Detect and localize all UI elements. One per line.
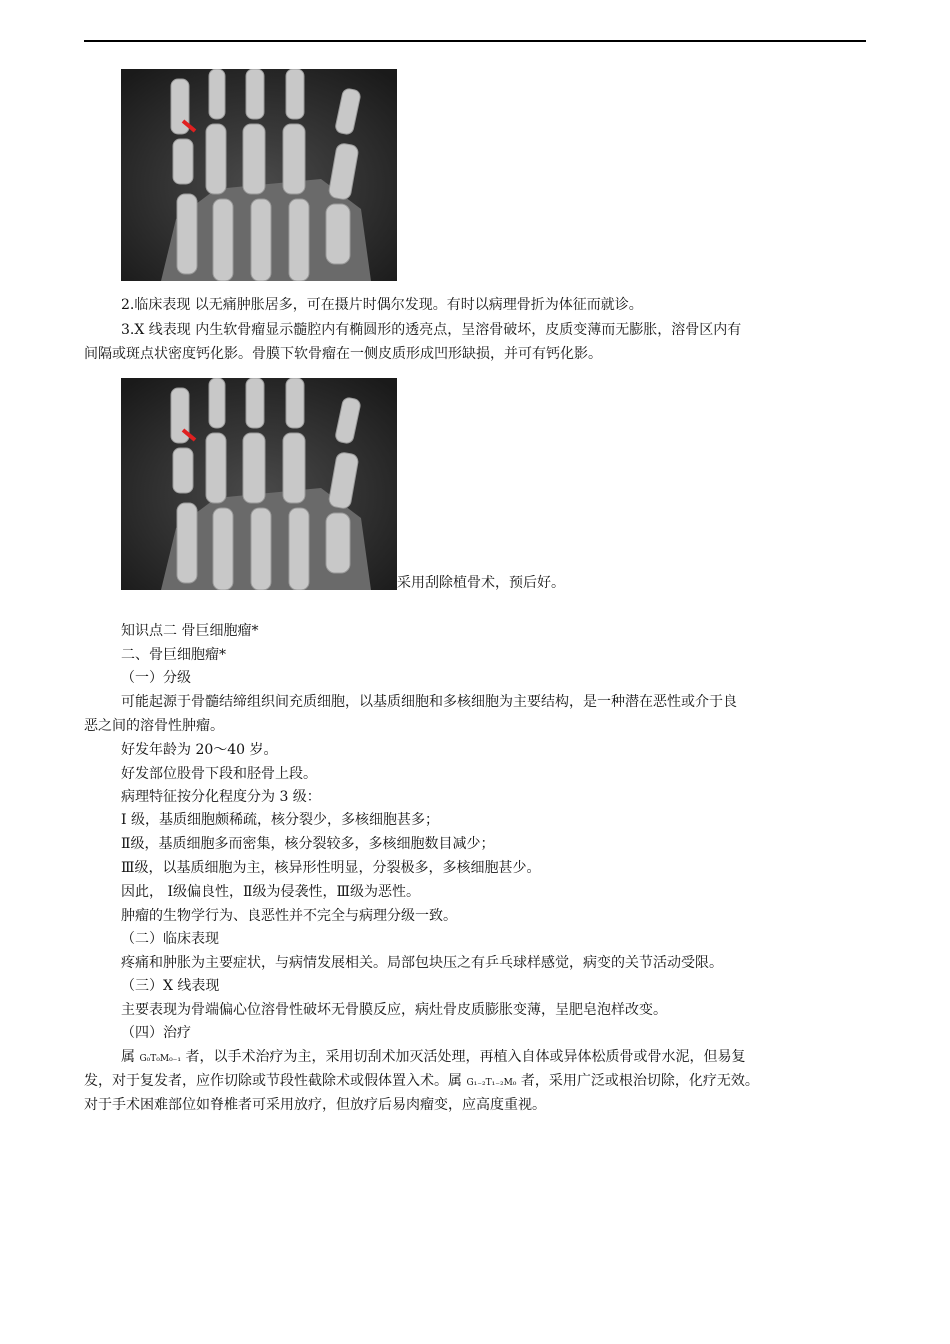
subheading-xray: （三）X 线表现: [121, 978, 220, 994]
hand-xray-image: [121, 69, 397, 281]
header-rule: [84, 40, 866, 42]
stage-code: G₀T₀M₀₋₁: [139, 1054, 182, 1064]
grade-2: Ⅱ级，基质细胞多而密集，核分裂较多，多核细胞数目减少；: [121, 836, 495, 852]
hand-xray-image: [121, 378, 397, 590]
grading-intro: 病理特征按分化程度分为 3 级：: [121, 789, 321, 805]
enchondroma-clinical: 2.临床表现 以无痛肿胀居多，可在摄片时偶尔发现。有时以病理骨折为体征而就诊。: [121, 297, 643, 313]
treatment-line2: 发，对于复发者，应作切除或节段性截除术或假体置入术。属 G₁₋₂T₁₋₂M₀ 者，采用广泛或根治切除，化疗无效。: [84, 1073, 759, 1089]
subheading-grading: （一）分级: [121, 670, 191, 686]
treatment-line3: 对于手术困难部位如脊椎者可采用放疗，但放疗后易肉瘤变，应高度重视。: [84, 1097, 546, 1113]
origin-line1: 可能起源于骨髓结缔组织间充质细胞，以基质细胞和多核细胞为主要结构，是一种潜在恶性或介于良: [121, 694, 737, 710]
hand-xray-graphic: [121, 69, 397, 281]
biological-behavior: 肿瘤的生物学行为、良恶性并不完全与病理分级一致。: [121, 908, 457, 924]
hand-xray-graphic: [121, 378, 397, 590]
common-site: 好发部位股骨下段和胫骨上段。: [121, 766, 317, 782]
knowledge-point-title: 知识点二 骨巨细胞瘤*: [121, 623, 259, 639]
enchondroma-xray-line1: 3.X 线表现 内生软骨瘤显示髓腔内有椭圆形的透亮点，呈溶骨破坏，皮质变薄而无膨胀，溶骨区内有: [121, 322, 742, 338]
enchondroma-xray-line2: 间隔或斑点状密度钙化影。骨膜下软骨瘤在一侧皮质形成凹形缺损，并可有钙化影。: [84, 346, 602, 362]
treatment-caption: 采用刮除植骨术，预后好。: [397, 575, 565, 591]
section-heading: 二、骨巨细胞瘤*: [121, 647, 226, 663]
grading-conclusion: 因此， Ⅰ级偏良性，Ⅱ级为侵袭性，Ⅲ级为恶性。: [121, 884, 420, 900]
origin-line2: 恶之间的溶骨性肿瘤。: [84, 718, 224, 734]
age-range: 好发年龄为 20～40 岁。: [121, 742, 278, 758]
clinical-text: 疼痛和肿胀为主要症状，与病情发展相关。局部包块压之有乒乓球样感觉，病变的关节活动受限。: [121, 955, 723, 971]
grade-1: Ⅰ 级，基质细胞颇稀疏，核分裂少，多核细胞甚多；: [121, 812, 439, 828]
xray-text: 主要表现为骨端偏心位溶骨性破坏无骨膜反应，病灶骨皮质膨胀变薄，呈肥皂泡样改变。: [121, 1002, 667, 1018]
stage-code: G₁₋₂T₁₋₂M₀: [466, 1078, 517, 1088]
grade-3: Ⅲ级，以基质细胞为主，核异形性明显，分裂极多，多核细胞甚少。: [121, 860, 541, 876]
subheading-clinical: （二）临床表现: [121, 931, 219, 947]
subheading-treatment: （四）治疗: [121, 1025, 191, 1041]
treatment-line1: 属 G₀T₀M₀₋₁ 者，以手术治疗为主，采用切刮术加灭活处理，再植入自体或异体松质骨或骨水泥，但易复: [121, 1049, 746, 1065]
